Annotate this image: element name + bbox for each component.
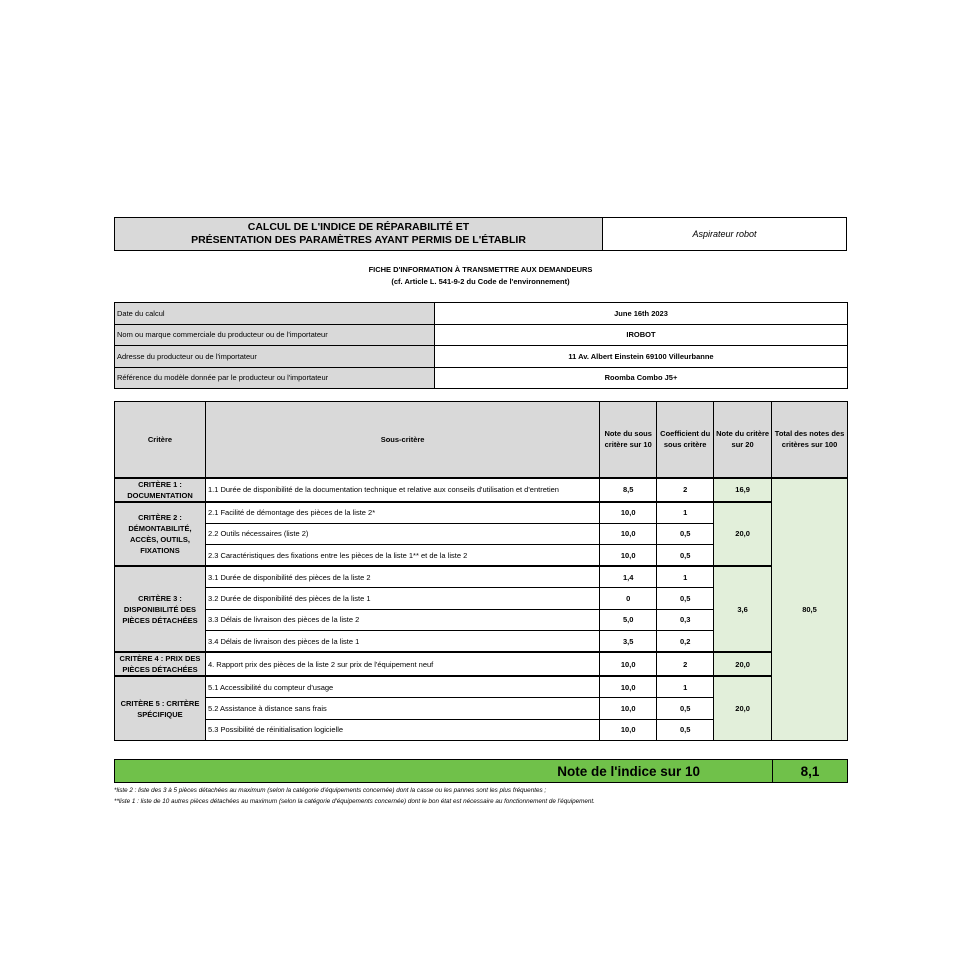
criterion-name: CRITÈRE 3 : DISPONIBILITÉ DES PIÈCES DÉTACHÉES xyxy=(115,566,206,652)
criterion-name: CRITÈRE 2 : DÉMONTABILITÉ, ACCÈS, OUTILS, FIXATIONS xyxy=(115,502,206,567)
criterion-score: 20,0 xyxy=(714,676,772,741)
sub-criterion-label: 1.1 Durée de disponibilité de la documentation technique et relative aux conseils d'utilisation et d'entretien xyxy=(205,478,599,502)
info-value: Roomba Combo J5+ xyxy=(435,367,848,389)
final-score-label: Note de l'indice sur 10 xyxy=(115,760,773,782)
col-sous-critere: Sous-critère xyxy=(205,402,599,478)
criterion-name: CRITÈRE 5 : CRITÈRE SPÉCIFIQUE xyxy=(115,676,206,741)
col-critere: Critère xyxy=(115,402,206,478)
total-score: 80,5 xyxy=(772,478,848,741)
sub-criterion-note: 10,0 xyxy=(600,523,657,545)
sub-criterion-coefficient: 2 xyxy=(657,478,714,502)
criterion-score: 20,0 xyxy=(714,652,772,676)
sub-criterion-coefficient: 0,5 xyxy=(657,523,714,545)
sub-criterion-label: 2.1 Facilité de démontage des pièces de la liste 2* xyxy=(205,502,599,524)
sub-criterion-note: 0 xyxy=(600,588,657,610)
info-row xyxy=(115,324,848,346)
table-row xyxy=(115,676,848,698)
sub-criterion-coefficient: 1 xyxy=(657,566,714,588)
sub-criterion-note: 10,0 xyxy=(600,652,657,676)
fiche-line-1: FICHE D'INFORMATION À TRANSMETTRE AUX DEMANDEURS xyxy=(368,265,593,274)
sub-criterion-label: 5.3 Possibilité de réinitialisation logicielle xyxy=(205,719,599,741)
sub-criterion-coefficient: 2 xyxy=(657,652,714,676)
info-value: 11 Av. Albert Einstein 69100 Villeurbanne xyxy=(435,346,848,368)
info-table xyxy=(114,302,848,389)
info-row xyxy=(115,346,848,368)
title-line-2: PRÉSENTATION DES PARAMÈTRES AYANT PERMIS DE L'ÉTABLIR xyxy=(191,234,526,246)
sub-criterion-coefficient: 1 xyxy=(657,502,714,524)
sub-criterion-note: 10,0 xyxy=(600,698,657,720)
table-row xyxy=(115,478,848,502)
footnote-2: **liste 1 : liste de 10 autres pièces détachées au maximum (selon la catégorie d'équipements concernée) dont le bon état est nécessaire au fonctionnement de l'équipement. xyxy=(114,798,595,805)
sub-criterion-coefficient: 1 xyxy=(657,676,714,698)
criterion-name: CRITÈRE 4 : PRIX DES PIÈCES DÉTACHÉES xyxy=(115,652,206,676)
sub-criterion-coefficient: 0,5 xyxy=(657,545,714,567)
criteria-table xyxy=(114,401,848,741)
fiche-line-2: (cf. Article L. 541-9-2 du Code de l'environnement) xyxy=(391,277,570,286)
sub-criterion-note: 1,4 xyxy=(600,566,657,588)
sub-criterion-coefficient: 0,5 xyxy=(657,698,714,720)
info-value: June 16th 2023 xyxy=(435,303,848,325)
sub-criterion-coefficient: 0,3 xyxy=(657,609,714,631)
info-row xyxy=(115,303,848,325)
sub-criterion-coefficient: 0,5 xyxy=(657,588,714,610)
sub-criterion-coefficient: 0,5 xyxy=(657,719,714,741)
sub-criterion-coefficient: 0,2 xyxy=(657,631,714,653)
sub-criterion-label: 3.2 Durée de disponibilité des pièces de la liste 1 xyxy=(205,588,599,610)
document-title xyxy=(115,218,603,250)
sub-criterion-note: 10,0 xyxy=(600,545,657,567)
criterion-name: CRITÈRE 1 : DOCUMENTATION xyxy=(115,478,206,502)
sub-criterion-label: 5.1 Accessibilité du compteur d'usage xyxy=(205,676,599,698)
sub-criterion-note: 10,0 xyxy=(600,719,657,741)
fiche-heading xyxy=(114,264,847,288)
footnotes xyxy=(114,785,854,807)
sub-criterion-label: 2.2 Outils nécessaires (liste 2) xyxy=(205,523,599,545)
info-label: Référence du modèle donnée par le producteur ou l'importateur xyxy=(115,367,435,389)
product-type: Aspirateur robot xyxy=(692,229,757,239)
sub-criterion-note: 10,0 xyxy=(600,676,657,698)
col-total: Total des notes des critères sur 100 xyxy=(772,402,848,478)
info-row xyxy=(115,367,848,389)
criterion-score: 3,6 xyxy=(714,566,772,652)
info-label: Date du calcul xyxy=(115,303,435,325)
title-box xyxy=(114,217,847,251)
title-line-1: CALCUL DE L'INDICE DE RÉPARABILITÉ ET xyxy=(247,221,470,233)
info-label: Adresse du producteur ou de l'importateur xyxy=(115,346,435,368)
final-score-value: 8,1 xyxy=(800,763,820,779)
sub-criterion-note: 8,5 xyxy=(600,478,657,502)
info-value: IROBOT xyxy=(435,324,848,346)
table-header-row xyxy=(115,402,848,478)
table-row xyxy=(115,502,848,524)
sub-criterion-label: 5.2 Assistance à distance sans frais xyxy=(205,698,599,720)
criterion-score: 16,9 xyxy=(714,478,772,502)
sub-criterion-label: 3.4 Délais de livraison des pièces de la liste 1 xyxy=(205,631,599,653)
info-label: Nom ou marque commerciale du producteur ou de l'importateur xyxy=(115,324,435,346)
col-note-critere: Note du critère sur 20 xyxy=(714,402,772,478)
sub-criterion-label: 3.3 Délais de livraison des pièces de la liste 2 xyxy=(205,609,599,631)
sub-criterion-label: 4. Rapport prix des pièces de la liste 2 sur prix de l'équipement neuf xyxy=(205,652,599,676)
footnote-1: *liste 2 : liste des 3 à 5 pièces détachées au maximum (selon la catégorie d'équipements concernée) dont la casse ou les pannes sont les plus fréquentes ; xyxy=(114,787,547,794)
sub-criterion-note: 10,0 xyxy=(600,502,657,524)
final-score-row xyxy=(114,759,848,783)
sub-criterion-note: 5,0 xyxy=(600,609,657,631)
table-row xyxy=(115,652,848,676)
sub-criterion-label: 2.3 Caractéristiques des fixations entre les pièces de la liste 1** et de la liste 2 xyxy=(205,545,599,567)
col-note-sous: Note du sous critère sur 10 xyxy=(600,402,657,478)
sub-criterion-label: 3.1 Durée de disponibilité des pièces de la liste 2 xyxy=(205,566,599,588)
criterion-score: 20,0 xyxy=(714,502,772,567)
table-row xyxy=(115,566,848,588)
sub-criterion-note: 3,5 xyxy=(600,631,657,653)
col-coefficient: Coefficient du sous critère xyxy=(657,402,714,478)
